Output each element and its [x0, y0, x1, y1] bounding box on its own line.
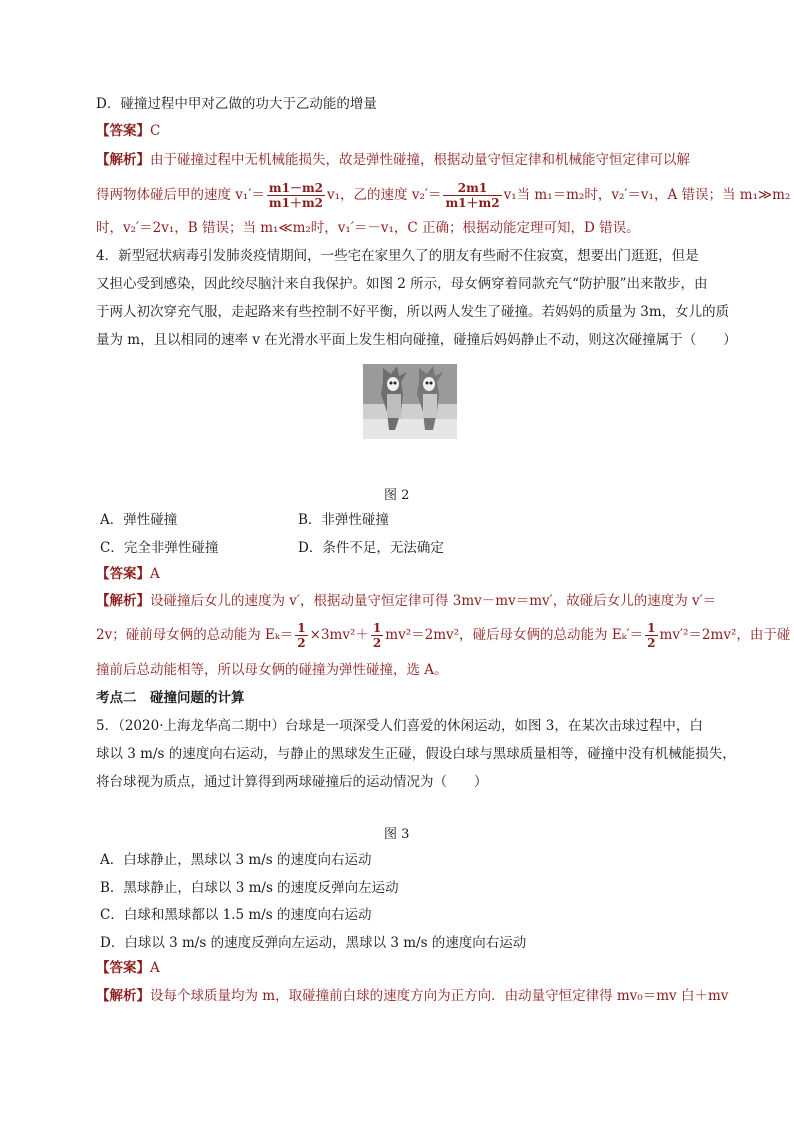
analysis-text: 设每个球质量均为 m，取碰撞前白球的速度方向为正方向．由动量守恒定律得 mv₀＝mv 白＋mv: [150, 988, 729, 1004]
q4-option-d: D．条件不足，无法确定: [298, 540, 444, 556]
q3-analysis-line1: [96, 150, 690, 170]
q3-analysis-line3: 时，v₂′＝2v₁，B 错误；当 m₁≪m₂时，v₁′＝－v₁，C 正确；根据动能定理可知，D 错误。: [96, 220, 640, 236]
fraction-denominator: m1＋m2: [268, 196, 324, 210]
fraction-denominator: 2: [372, 636, 382, 650]
fraction-half: [295, 621, 307, 650]
q3-option-d: D．碰撞过程中甲对乙做的功大于乙动能的增量: [96, 96, 377, 112]
q5-stem-line1: 5．（2020·上海龙华高二期中）台球是一项深受人们喜爱的休闲运动，如图 3，在某次击球过程中，白: [96, 718, 703, 734]
q4-option-c: C．完全非弹性碰撞: [100, 540, 219, 556]
q4-stem-line2: 又担心受到感染，因此绞尽脑汁来自我保护。如图 2 所示，母女俩穿着同款充气“防护服”出来散步，由: [96, 276, 708, 292]
section-heading: 考点二 碰撞问题的计算: [96, 690, 245, 706]
answer-value: A: [150, 566, 160, 582]
q4-analysis-line2: [96, 618, 790, 652]
fraction-denominator: 2: [647, 636, 656, 650]
q4-option-a: A．弹性碰撞: [100, 512, 178, 528]
q4-stem-line1: 4．新型冠状病毒引发肺炎疫情期间，一些宅在家里久了的朋友有些耐不住寂寞，想要出门逛逛，但是: [96, 248, 699, 264]
fraction-numerator: 2m1: [443, 181, 501, 196]
q5-option-d: D．白球以 3 m/s 的速度反弹向左运动，黑球以 3 m/s 的速度向右运动: [100, 935, 527, 951]
q4-stem-line4: 量为 m，且以相同的速率 v 在光滑水平面上发生相向碰撞，碰撞后妈妈静止不动，则这次碰撞属于（ ）: [96, 332, 737, 348]
analysis-text: ×3mv²＋: [309, 627, 369, 643]
analysis-text: mv′²＝2mv²，由于碰: [659, 627, 791, 643]
q4-answer-line: [96, 564, 160, 584]
analysis-text: 2v；碰前母女俩的总动能为 Eₖ＝: [96, 627, 294, 643]
analysis-tag: 【解析】: [96, 593, 150, 609]
q4-stem-line3: 于两人初次穿充气服，走起路来有些控制不好平衡，所以两人发生了碰撞。若妈妈的质量为 3m，女儿的质: [96, 304, 730, 320]
figure-3-caption: 图 3: [384, 827, 410, 842]
fraction-numerator: 1: [647, 621, 656, 635]
q4-option-b: B．非弹性碰撞: [298, 512, 389, 528]
q5-analysis-line1: [96, 986, 728, 1006]
figure-2-photo: [363, 364, 457, 439]
q3-answer-line: [96, 121, 160, 141]
fraction-half: [645, 621, 657, 650]
q5-stem-line2: 球以 3 m/s 的速度向右运动，与静止的黑球发生正碰，假设白球与黑球质量相等，碰撞中没有机械能损失，: [96, 746, 736, 762]
q3-analysis-line2: [96, 178, 790, 212]
answer-tag: 【答案】: [96, 566, 150, 582]
analysis-text: 由于碰撞过程中无机械能损失，故是弹性碰撞，根据动量守恒定律和机械能守恒定律可以解: [150, 152, 690, 168]
fraction-numerator: 1: [297, 621, 306, 635]
q4-analysis-line3: 撞前后总动能相等，所以母女俩的碰撞为弹性碰撞，选 A。: [96, 662, 448, 678]
analysis-tag: 【解析】: [96, 988, 150, 1004]
q5-option-c: C．白球和黑球都以 1.5 m/s 的速度向右运动: [100, 907, 372, 923]
fraction-denominator: 2: [297, 636, 306, 650]
q5-option-a: A．白球静止，黑球以 3 m/s 的速度向右运动: [100, 852, 372, 868]
answer-value: C: [150, 123, 161, 139]
q4-analysis-line1: [96, 591, 716, 611]
fraction-denominator: m1＋m2: [445, 196, 500, 210]
fraction-numerator: 1: [372, 621, 382, 635]
q5-answer-line: [96, 958, 160, 978]
fraction-half: [371, 621, 383, 650]
answer-tag: 【答案】: [96, 123, 150, 139]
analysis-text: v₁当 m₁＝m₂时，v₂′＝v₁，A 错误；当 m₁≫m₂: [503, 187, 791, 203]
q5-stem-line3: 将台球视为质点，通过计算得到两球碰撞后的运动情况为（ ）: [96, 774, 488, 790]
answer-value: A: [150, 960, 160, 976]
fraction-numerator: m1－m2: [268, 181, 324, 195]
fraction: [267, 181, 325, 210]
figure-2-caption: 图 2: [384, 488, 410, 503]
fraction: [443, 181, 501, 210]
analysis-text: mv²＝2mv²，碰后母女俩的总动能为 Eₖ′＝: [385, 627, 644, 643]
analysis-text: v₁，乙的速度 v₂′＝: [327, 187, 442, 203]
analysis-text: 设碰撞后女儿的速度为 v′，根据动量守恒定律可得 3mv－mv＝mv′，故碰后女儿的速度为 v′＝: [150, 593, 717, 609]
q5-option-b: B．黑球静止，白球以 3 m/s 的速度反弹向左运动: [100, 880, 399, 896]
analysis-tag: 【解析】: [96, 152, 150, 168]
analysis-text: 得两物体碰后甲的速度 v₁′＝: [96, 187, 265, 203]
answer-tag: 【答案】: [96, 960, 150, 976]
